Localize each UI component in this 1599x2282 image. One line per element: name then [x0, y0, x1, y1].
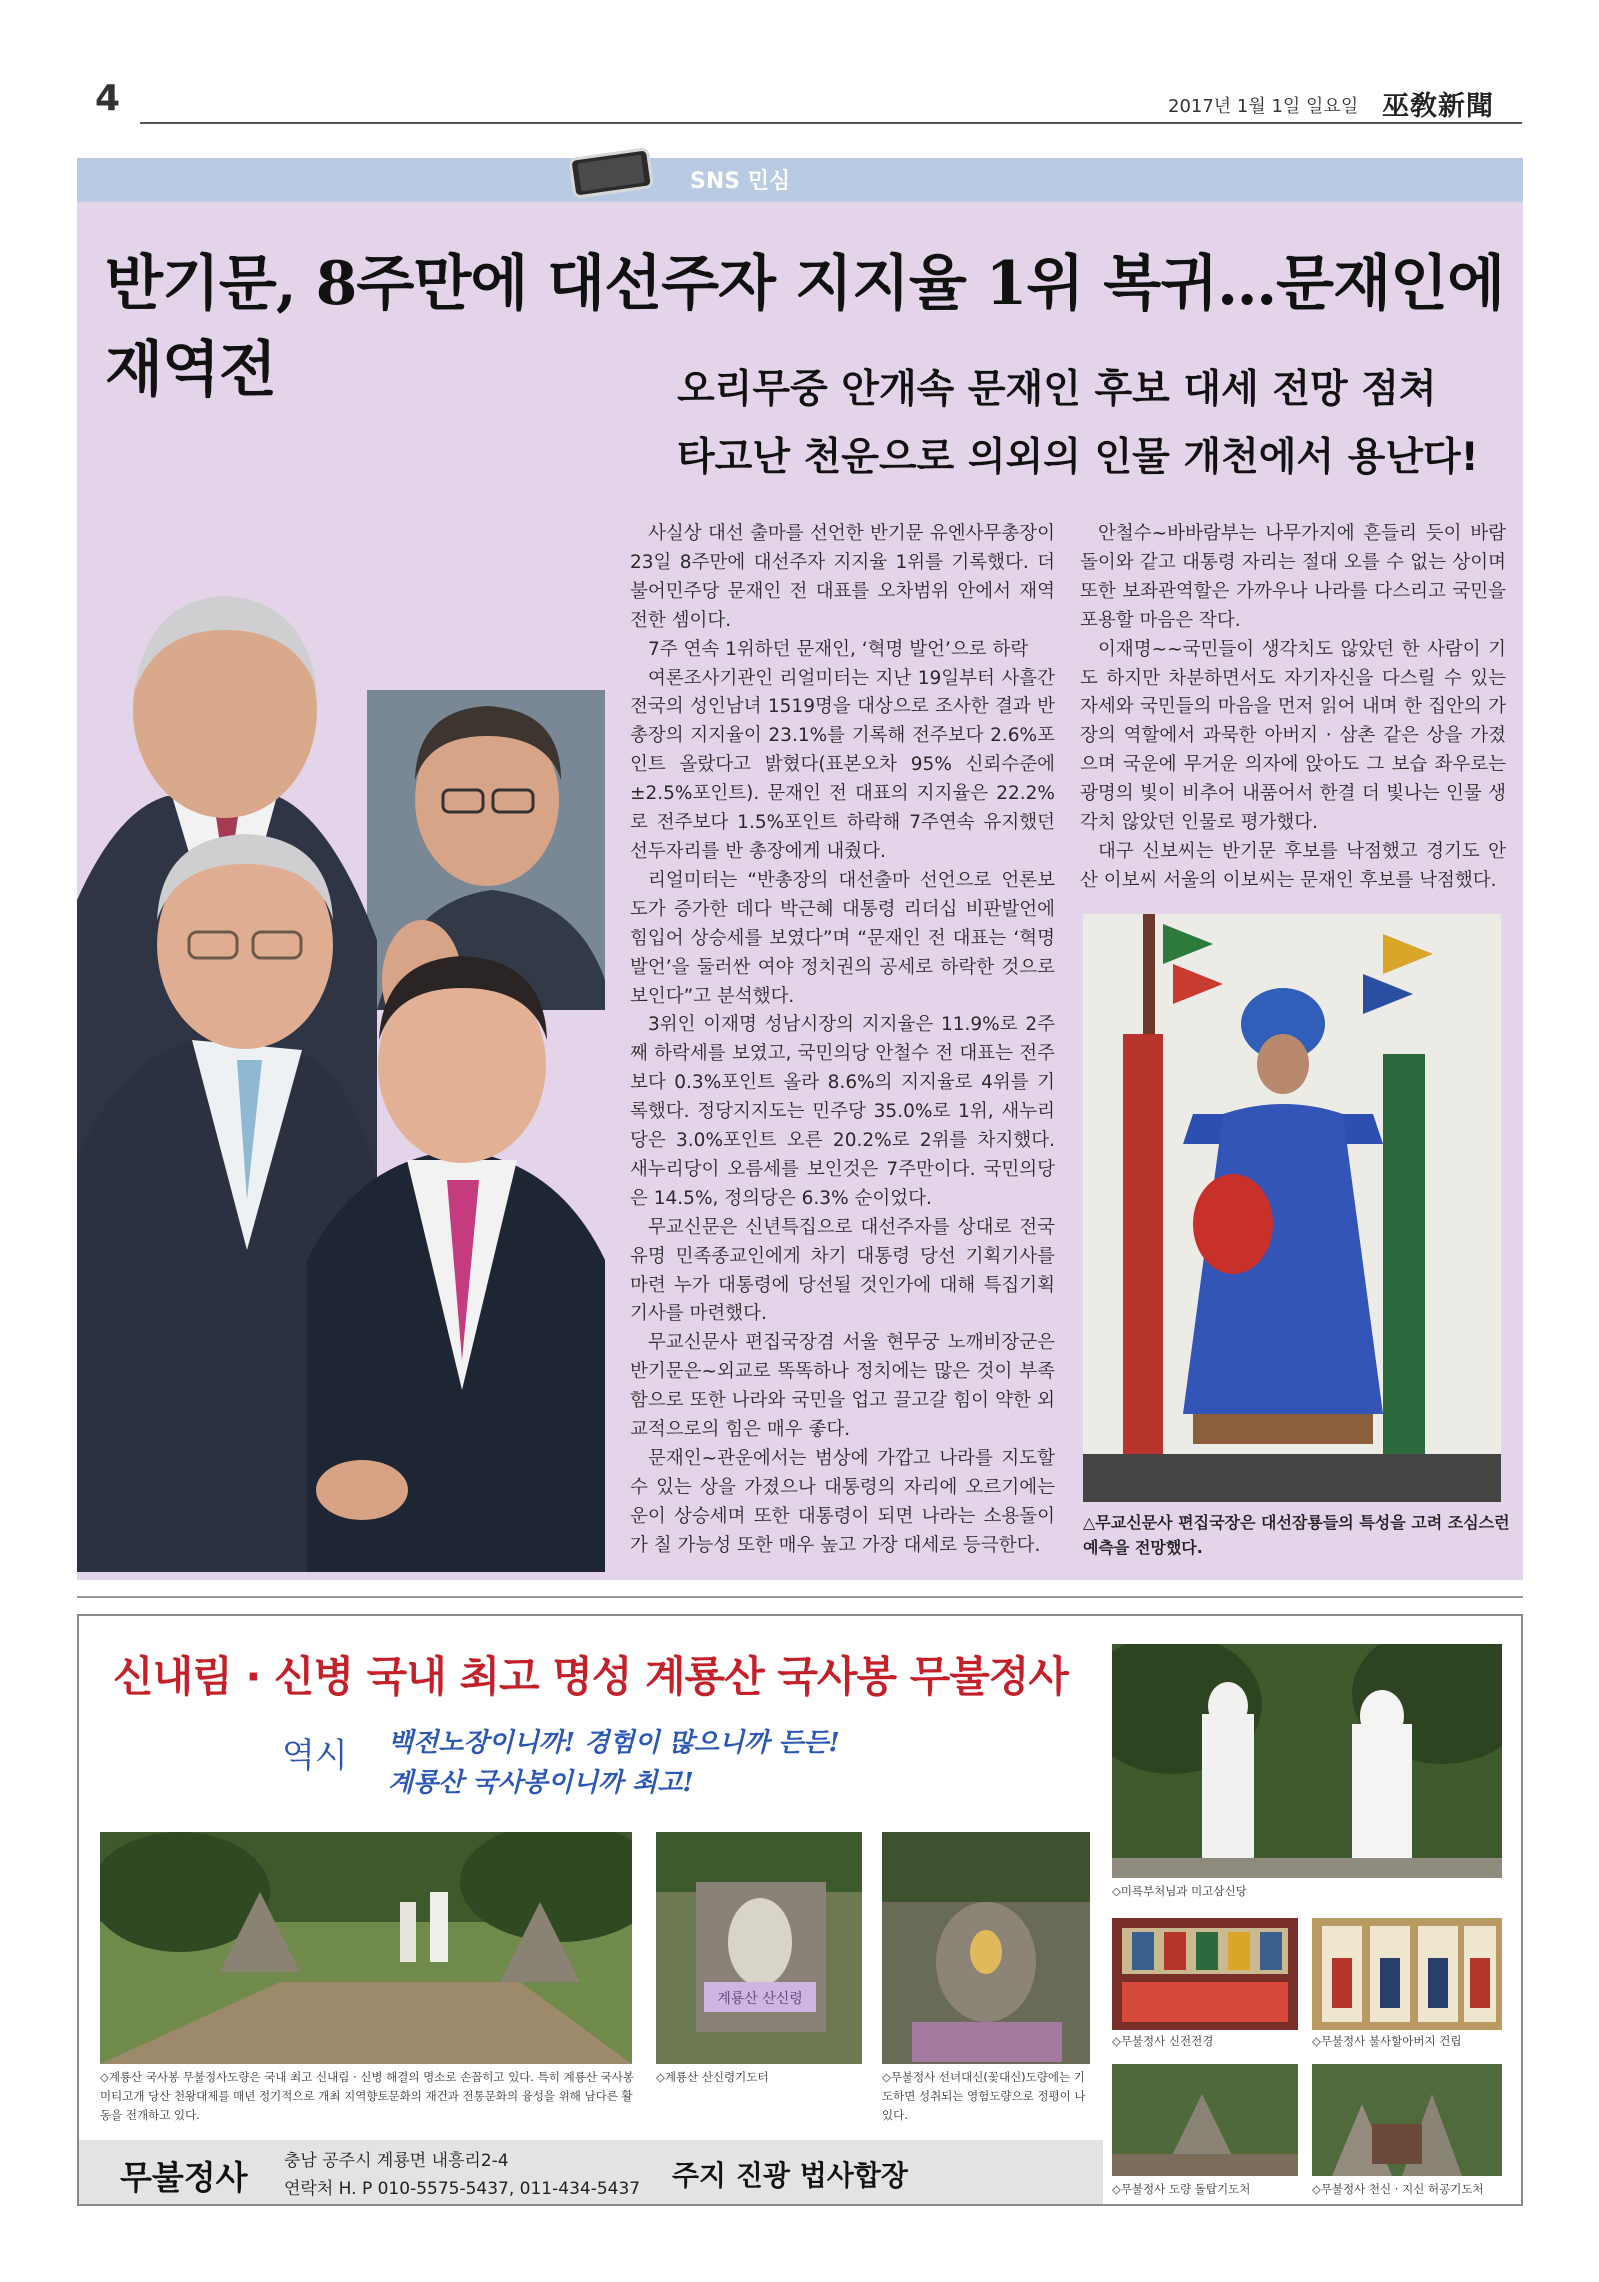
temple-garden-photo: [100, 1832, 632, 2064]
paragraph: 이재명~~국민들이 생각치도 않았던 한 사람이 기도 하지만 차분하면서도 자기자신을 다스릴 수 있는 자세와 국민들의 마음을 먼저 읽어 내며 한 집안의 가장의 역할에서 과묵한 아버지 · 삼촌 같은 상을 가졌으며 국운에 무거운 의자에 앉아도 그 보습 좌우로는 광명의 빛이 비추어 내품어서 한결 더 빛나는 인물 생각치 않았던 인물로 평가했다.: [1080, 638, 1506, 834]
paragraph: 대구 신보씨는 반기문 후보를 낙점했고 경기도 안산 이보씨 서울의 이보씨는 문재인 후보를 낙점했다.: [1080, 840, 1506, 891]
paragraph: 7주 연속 1위하던 문재인, ‘혁명 발언’으로 하락: [648, 638, 1029, 660]
stone-tower-photo: [1112, 2064, 1298, 2176]
issue-date: 2017년 1월 1일 일요일: [1168, 96, 1359, 117]
paragraph: 무교신문사 편집국장겸 서울 현무궁 노깨비장군은 반기문은~외교로 똑똑하나 정치에는 많은 것이 부족함으로 또한 나라와 국민을 업고 끌고갈 힘이 약한 외교적으로의 힘은 매우 좋다.: [630, 1332, 1055, 1441]
maitreya-statues-photo: [1112, 1644, 1502, 1878]
temple-host: 주지 진광 법사합장: [672, 2159, 908, 2192]
temple-name: 무불정사: [120, 2158, 248, 2197]
fairy-altar-photo: [882, 1832, 1090, 2064]
portraits-photo: [1312, 1918, 1502, 2030]
temple-hall-photo: [1112, 1918, 1298, 2030]
article-column-2: [1080, 520, 1506, 896]
mountain-spirit-shrine-photo: [656, 1832, 862, 2064]
smartphone-icon: [568, 146, 654, 198]
temple-address: 충남 공주시 계룡면 내흥리2-4: [284, 2151, 509, 2171]
masthead: 巫敎新聞: [1382, 91, 1494, 122]
ad-caption: ◇무불정사 신전전경: [1112, 2034, 1214, 2048]
photo-caption: △무교신문사 편집국장은 대선잠룡들의 특성을 고려 조심스런 예측을 전망했다.: [1083, 1513, 1510, 1557]
temple-contact: 연락처 H. P 010-5575-5437, 011-434-5437: [284, 2179, 641, 2199]
politicians-photo: [77, 560, 605, 1572]
section-bar: [77, 158, 1523, 202]
section-label: SNS 민심: [690, 169, 791, 194]
paragraph: 사실상 대선 출마를 선언한 반기문 유엔사무총장이 23일 8주만에 대선주자 지지율 1위를 기록했다. 더불어민주당 문재인 전 대표를 오차범위 안에서 재역전한 셈이다.: [630, 523, 1055, 631]
ad-slogan: 계룡산 국사봉이니까 최고!: [388, 1768, 694, 1798]
ad-caption: ◇무불정사 천신 · 지신 허공기도처: [1312, 2182, 1484, 2196]
paragraph: 3위인 이재명 성남시장의 지지율은 11.9%로 2주째 하락세를 보였고, 국민의당 안철수 전 대표는 전주보다 0.3%포인트 올라 8.6%의 지지율로 4위를 기록했다. 정당지지도는 민주당 35.0%로 1위, 새누리당은 3.0%포인트 오른 20.2%로 2위를 차지했다. 새누리당이 오름세를 보인것은 7주만이다. 국민의당은 14.5%, 정의당은 6.3% 순이었다.: [630, 1014, 1055, 1209]
paragraph: 무교신문은 신년특집으로 대선주자를 상대로 전국유명 민족종교인에게 차기 대통령 당선 기획기사를 마련 누가 대통령에 당선될 것인가에 대해 특집기획 기사를 마련했다.: [630, 1216, 1055, 1325]
shaman-photo: [1083, 914, 1501, 1502]
shrine-sign: 계룡산 산신령: [717, 1991, 803, 2007]
paragraph: 안철수~바바람부는 나무가지에 흔들리 듯이 바람돌이와 같고 대통령 자리는 절대 오를 수 없는 상이며 또한 보좌관역할은 가까우나 나라를 다스리고 국민을 포용할 마음은 작다.: [1080, 523, 1506, 631]
section-divider: [77, 1596, 1523, 1598]
header-rule: [140, 122, 1522, 124]
subhead: 오리무중 안개속 문재인 후보 대세 전망 점쳐: [677, 367, 1437, 412]
article-column-1: [630, 520, 1055, 1561]
stone-prayer-site-photo: [1312, 2064, 1502, 2176]
ad-caption: ◇계룡산 산신령기도터: [656, 2070, 769, 2084]
paragraph: 여론조사기관인 리얼미터는 지난 19일부터 사흘간 전국의 성인남녀 1519명을 대상으로 조사한 결과 반 총장의 지지율이 23.1%를 기록해 전주보다 2.6%포인트 올랐다고 밝혔다(표본오차 95% 신뢰수준에 ±2.5%포인트). 문재인 전 대표의 지지율은 22.2%로 전주보다 1.5%포인트 하락해 7주연속 유지했던 선두자리를 반 총장에게 내줬다.: [630, 667, 1055, 862]
paragraph: 리얼미터는 “반총장의 대선출마 선언으로 언론보도가 증가한 데다 박근혜 대통령 리더십 비판발언에 힘입어 상승세를 보였다”며 “문재인 전 대표는 ‘혁명발언’을 둘러싼 여야 정치권의 공세로 하락한 것으로 보인다”고 분석했다.: [630, 869, 1055, 1007]
subhead: 타고난 천운으로 의외의 인물 개천에서 용난다!: [677, 435, 1479, 480]
ad-caption: ◇계룡산 국사봉 무불정사도량은 국내 최고 신내림 · 신병 해결의 명소로 손꼽히고 있다. 특히 계룡산 국사봉 미티고개 당산 천왕대제를 매년 정기적으로 개최 지역향토문화의 재건과 전통문화의 융성을 위해 남다른 활동을 전개하고 있다.: [100, 2070, 634, 2122]
ad-headline: 신내림 · 신병 국내 최고 명성 계룡산 국사봉 무불정사: [113, 1652, 1068, 1701]
page-number: 4: [95, 78, 121, 119]
ad-slogan: 백전노장이니까! 경험이 많으니까 든든!: [388, 1728, 840, 1758]
ad-caption: ◇무불정사 선녀대신(꽃대신)도량에는 기도하면 성취되는 영험도량으로 정평이 나있다.: [882, 2070, 1086, 2122]
ad-caption: ◇무불정사 불사할아버지 건립: [1312, 2034, 1462, 2048]
ad-caption: ◇무불정사 도량 돌탑기도처: [1112, 2182, 1251, 2196]
ad-caption: ◇미륵부처님과 미고삼신당: [1112, 1884, 1247, 1898]
headline: 반기문, 8주만에 대선주자 지지율 1위 복귀…문재인에 재역전: [105, 249, 1505, 405]
ad-yeoksi: 역시: [282, 1736, 348, 1776]
paragraph: 문재인~관운에서는 범상에 가깝고 나라를 지도할 수 있는 상을 가졌으나 대통령의 자리에 오르기에는 운이 상승세며 또한 대통령이 되면 나라는 소용돌이가 칠 가능성 또한 매우 높고 가장 대세로 등극한다.: [630, 1448, 1055, 1556]
